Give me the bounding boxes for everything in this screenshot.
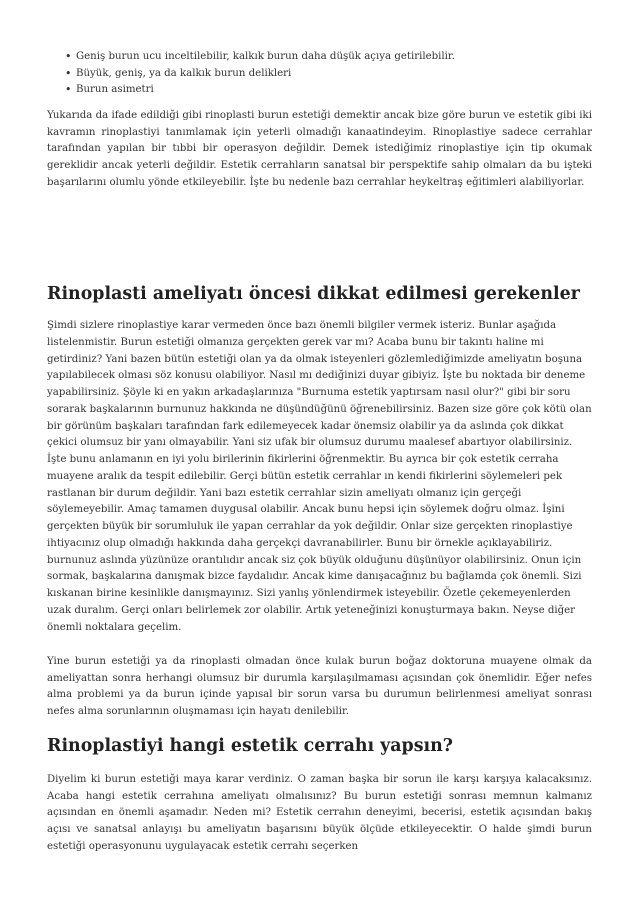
section-heading-surgeon: Rinoplastiyi hangi estetik cerrahı yapsın? [47, 736, 453, 756]
bullet-item: • Burun asimetri [65, 82, 455, 99]
bullet-item: • Büyük, geniş, ya da kalkık burun delikleri [65, 66, 455, 83]
intro-paragraph: Yukarıda da ifade edildiği gibi rinoplasti burun estetiği demektir ancak bize göre burun ve estetik gibi iki kavramın rinoplastiyi tanımlamak için yeterli olmadığı kanaatindeyim. Rinoplastiye sadece cerrahlar tarafından yapılan bir tıbbi bir operasyon değildir. Demek istediğimiz rinoplastiye için tip okumak gereklidir ancak yeterli değildir. Estetik cerrahların sanatsal bir perspektife sahip olmaları da bu işteki başarılarını olumlu yönde etkileyebilir. İşte bu nedenle bazı cerrahlar heykeltraş eğitimleri alabiliyorlar. [47, 110, 592, 188]
section-heading-precautions: Rinoplasti ameliyatı öncesi dikkat edilmesi gerekenler [47, 284, 580, 304]
surgeon-paragraph: Diyelim ki burun estetiği maya karar verdiniz. O zaman başka bir sorun ile karşı karşıya kalacaksınız. Acaba hangi estetik cerrahına ameliyatı olmalısınız? Bu burun estetiği sonrası memnun kalmanız açısından en önemli aşamadır. Neden mi? Estetik cerrahın deneyimi, becerisi, estetik açısından bakış açısı ve sanatsal anlayışı bu ameliyatın başarısını büyük ölçüde etkileyecektir. O halde şimdi burun estetiği operasyonunu uygulayacak estetik cerrahı seçerken [47, 774, 592, 852]
precautions-paragraph: Şimdi sizlere rinoplastiye karar vermeden önce bazı önemli bilgiler vermek isteriz. Bunlar aşağıda listelenmistir. Burun estetiği olmanıza gerçekten gerek var mı? Acaba bunu bir takıntı haline mi getirdiniz? Yani bazen bütün estetiği olan ya da olmak isteyenleri gözlemlediğimizde ameliyatın boşuna yapılabilecek olması söz konusu olabiliyor. Nasıl mı dediğinizi duyar gibiyiz. İşte bu noktada bir deneme yapabilirsiniz. Şöyle ki en yakın arkadaşlarınıza "Burnuma estetik yaptırsam nasıl olur?" gibi bir soru sorarak başkalarının burnunuz hakkında ne düşündüğünü öğrenebilirsiniz. Bazen size göre çok kötü olan bir görünüm başkaları tarafından fark edilemeyecek kadar önemsiz olabilir ya da aslında çok dikkat çekici olumsuz bir yanı olmayabilir. Yani siz ufak bir olumsuz durumu maalesef abartıyor olabilirsiniz. İşte bunu anlamanın en iyi yolu birilerinin fikirlerini öğrenmektir. Bu ayrıca bir çok estetik cerraha muayene aralık da tespit edilebilir. Gerçi bütün estetik cerrahlar ın kendi fikirlerini söylemeleri pek rastlanan bir durum değildir. Yani bazı estetik cerrahlar sizin ameliyatı olmanız için gerçeği söylemeyebilir. Amaç tamamen duygusal olabilir. Ancak bunu hepsi için söylemek doğru olmaz. İşini gerçekten büyük bir sorumluluk ile yapan cerrahlar da yok değildir. Onlar size gerçekten rinoplastiye ihtiyacınız olup olmadığı hakkında daha gerçekçi davranabilirler. Bunu bir örnekle açıklayabiliriz. burnunuz aslında yüzünüze orantılıdır ancak siz çok büyük olduğunu düşünüyor olabilirsiniz. Onun için sormak, başkalarına danışmak bizce faydalıdır. Ancak kime danışacağınız bu bağlamda çok önemli. Sizi kıskanan birine kesinlikle danışmayınız. Sizi yanlış yönlendirmek isteyebilir. Özetle çekemeyenlerden uzak duralım. Gerçi onları belirlemek zor olabilir. Artık yeteneğinizi konuşturmaya bakın. Neyse diğer önemli noktalara geçelim. [47, 320, 592, 633]
bullet-item: • Geniş burun ucu inceltilebilir, kalkık burun daha düşük açıya getirilebilir. [65, 49, 455, 66]
ent-exam-paragraph: Yine burun estetiği ya da rinoplasti olmadan önce kulak burun boğaz doktoruna muayene olmak da ameliyattan sonra herhangi olumsuz bir durumla karşılaşılmaması açısından çok önemlidir. Eğer nefes alma problemi ya da burun içinde yapısal bir sorun varsa bu durumun belirlenmesi ameliyat sonrası nefes alma sorunlarının oluşmaması için hayatı denilebilir. [47, 656, 592, 718]
feature-bullet-list [65, 49, 455, 99]
